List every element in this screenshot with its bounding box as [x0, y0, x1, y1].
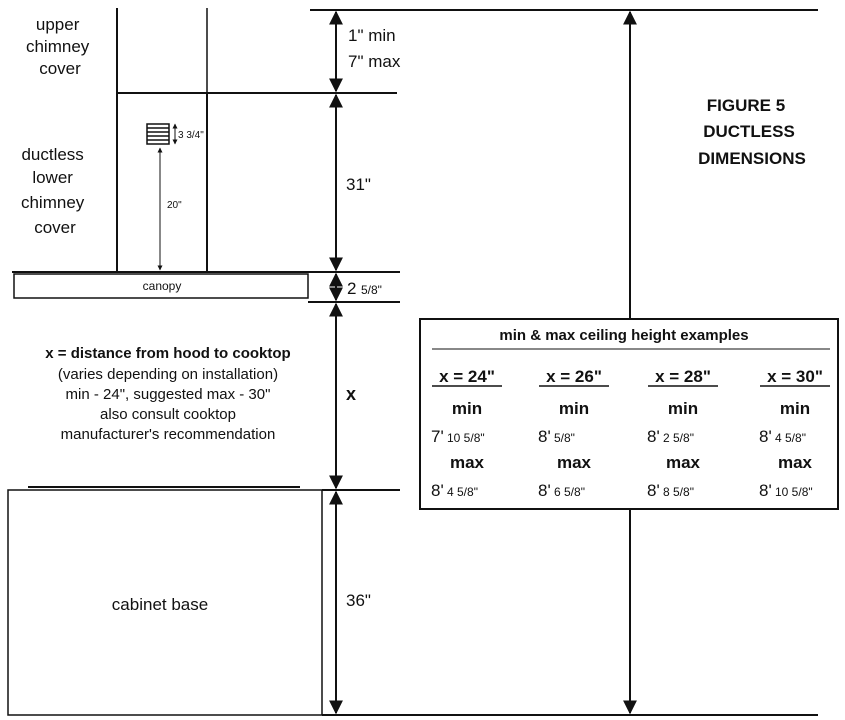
note-line-3: also consult cooktop [100, 406, 236, 423]
table-column-header: x = 30" [767, 367, 823, 386]
canopy-height-whole: 2 [347, 279, 357, 298]
lower-height-label: 31" [346, 175, 371, 194]
cabinet-height-label: 36" [346, 591, 371, 610]
table-min-inches: 5/8" [554, 431, 575, 445]
table-min-inches: 4 5/8" [775, 431, 806, 445]
table-column-header: x = 28" [655, 367, 711, 386]
x-label: x [346, 384, 357, 404]
figure-title-1: FIGURE 5 [706, 96, 786, 115]
upper-cover-label: upper chimney cover [25, 15, 90, 78]
table-max-feet: 8' [647, 481, 660, 500]
table-min-label: min [779, 399, 811, 418]
table-max-feet: 8' [538, 481, 551, 500]
table-min-label: min [558, 399, 590, 418]
upper-min-label: 1" min [348, 26, 396, 45]
table-max-label: max [449, 453, 485, 472]
upper-max-label: 7" max [348, 52, 401, 71]
table-max-label: max [665, 453, 701, 472]
note-line-4: manufacturer's recommendation [60, 426, 276, 443]
table-max-label: max [556, 453, 592, 472]
table-min-label: min [451, 399, 483, 418]
vent-to-canopy-label: 20" [167, 200, 182, 211]
table-max-feet: 8' [759, 481, 772, 500]
table-max-inches: 4 5/8" [447, 485, 478, 499]
table-min-feet: 8' [538, 427, 551, 446]
canopy-label: canopy [142, 279, 182, 293]
note-line-2: min - 24", suggested max - 30" [65, 386, 271, 403]
canopy-height-frac: 5/8" [361, 283, 382, 297]
table-min-feet: 8' [759, 427, 772, 446]
vent-grille-icon [147, 124, 169, 144]
table-min-label: min [667, 399, 699, 418]
table-min-inches: 2 5/8" [663, 431, 694, 445]
figure-title-2: DUCTLESS [703, 122, 795, 141]
note-line-1: (varies depending on installation) [57, 366, 279, 383]
table-max-inches: 8 5/8" [663, 485, 694, 499]
cabinet-base-label: cabinet base [111, 595, 209, 614]
ceiling-height-table [420, 319, 838, 509]
table-min-feet: 7' [431, 427, 444, 446]
table-title: min & max ceiling height examples [499, 327, 749, 344]
vent-height-label: 3 3/4" [178, 130, 204, 141]
table-min-inches: 10 5/8" [447, 431, 485, 445]
lower-cover-label: ductless lower chimney cover [20, 145, 85, 237]
table-max-inches: 10 5/8" [775, 485, 813, 499]
note-heading: x = distance from hood to cooktop [45, 345, 291, 362]
table-column-header: x = 26" [546, 367, 602, 386]
figure-title-3: DIMENSIONS [698, 149, 806, 168]
table-column-header: x = 24" [439, 367, 495, 386]
table-min-feet: 8' [647, 427, 660, 446]
lower-chimney-cover [117, 93, 207, 272]
table-max-inches: 6 5/8" [554, 485, 585, 499]
table-max-label: max [777, 453, 813, 472]
table-max-feet: 8' [431, 481, 444, 500]
